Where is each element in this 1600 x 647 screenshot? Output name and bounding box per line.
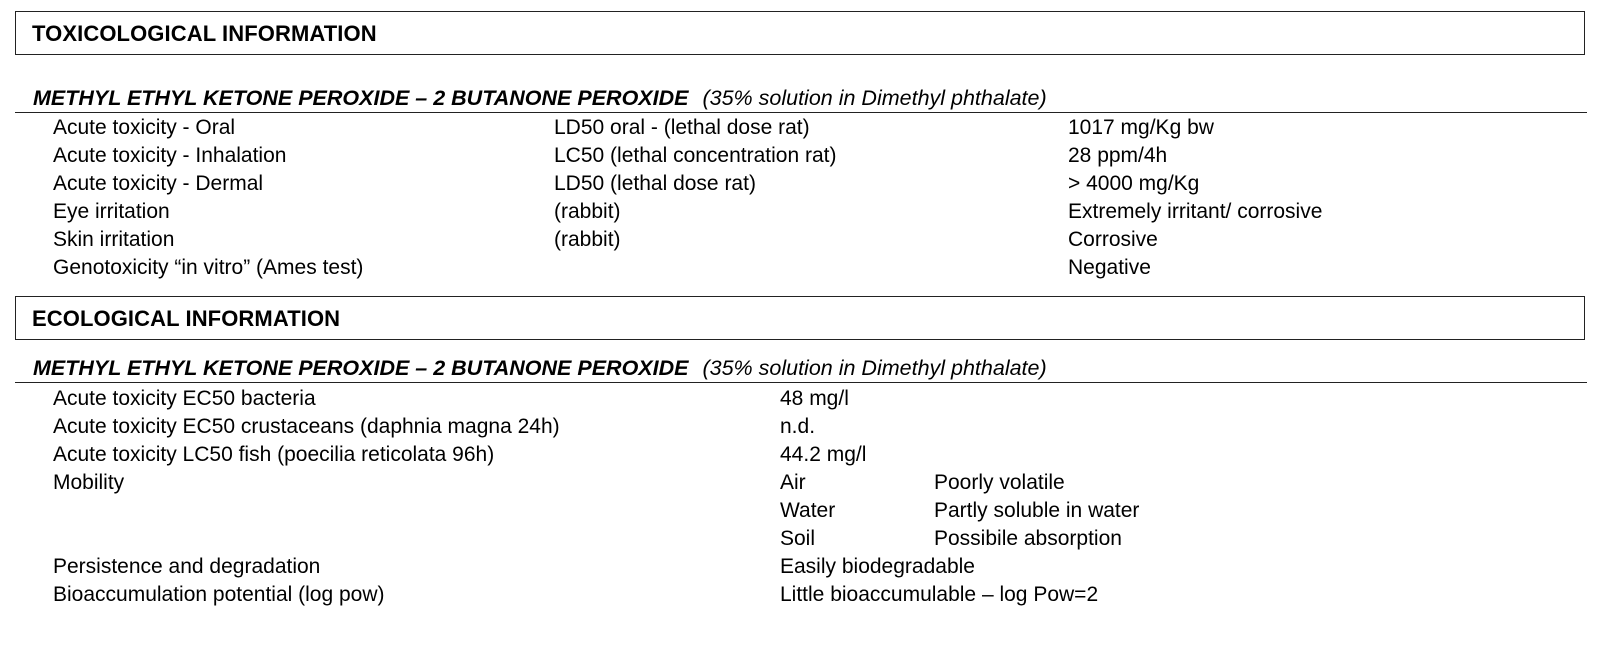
table-row	[0, 144, 1600, 172]
row-value: 28 ppm/4h	[1068, 144, 1168, 167]
row-detail: Poorly volatile	[934, 471, 1065, 494]
row-label: Persistence and degradation	[53, 555, 321, 578]
row-value: 44.2 mg/l	[780, 443, 867, 466]
row-label: Skin irritation	[53, 228, 175, 251]
row-value: Soil	[780, 527, 816, 550]
toxicological-header-box	[15, 11, 1585, 55]
row-value: n.d.	[780, 415, 816, 438]
row-test: (rabbit)	[554, 228, 621, 251]
table-row	[0, 499, 1600, 527]
row-value: 48 mg/l	[780, 387, 849, 410]
ecological-substance-heading	[33, 356, 1047, 381]
row-label: Acute toxicity EC50 bacteria	[53, 387, 316, 410]
row-value: > 4000 mg/Kg	[1068, 172, 1200, 195]
ecological-substance-note: (35% solution in Dimethyl phthalate)	[702, 356, 1047, 380]
row-label: Genotoxicity “in vitro” (Ames test)	[53, 256, 364, 279]
table-row	[0, 200, 1600, 228]
row-test: LD50 (lethal dose rat)	[554, 172, 756, 195]
ecological-substance-name: METHYL ETHYL KETONE PEROXIDE – 2 BUTANONE PEROXIDE	[33, 356, 689, 380]
row-label: Acute toxicity EC50 crustaceans (daphnia magna 24h)	[53, 415, 560, 438]
row-value: Easily biodegradable	[780, 555, 975, 578]
table-row	[0, 172, 1600, 200]
row-label: Mobility	[53, 471, 125, 494]
ecological-header: ECOLOGICAL INFORMATION	[32, 306, 341, 331]
row-test: LC50 (lethal concentration rat)	[554, 144, 837, 167]
row-value: 1017 mg/Kg bw	[1068, 116, 1214, 139]
toxicological-header: TOXICOLOGICAL INFORMATION	[32, 21, 377, 46]
row-value: Water	[780, 499, 836, 522]
table-row	[0, 583, 1600, 611]
toxicological-substance-note: (35% solution in Dimethyl phthalate)	[702, 86, 1047, 110]
row-label: Acute toxicity LC50 fish (poecilia reticolata 96h)	[53, 443, 495, 466]
row-value: Air	[780, 471, 806, 494]
row-detail: Partly soluble in water	[934, 499, 1140, 522]
table-row	[0, 527, 1600, 555]
ecological-header-box	[15, 296, 1585, 340]
table-row	[0, 387, 1600, 415]
row-test: LD50 oral - (lethal dose rat)	[554, 116, 810, 139]
table-row	[0, 471, 1600, 499]
row-detail: Possibile absorption	[934, 527, 1122, 550]
row-label: Eye irritation	[53, 200, 170, 223]
row-value: Negative	[1068, 256, 1151, 279]
table-row	[0, 415, 1600, 443]
toxicological-divider	[15, 112, 1587, 113]
table-row	[0, 116, 1600, 144]
row-label: Acute toxicity - Dermal	[53, 172, 264, 195]
table-row	[0, 256, 1600, 284]
toxicological-substance-name: METHYL ETHYL KETONE PEROXIDE – 2 BUTANONE PEROXIDE	[33, 86, 689, 110]
table-row	[0, 555, 1600, 583]
row-value: Corrosive	[1068, 228, 1158, 251]
toxicological-substance-heading	[33, 86, 1047, 111]
row-label: Bioaccumulation potential (log pow)	[53, 583, 385, 606]
row-label: Acute toxicity - Inhalation	[53, 144, 287, 167]
ecological-divider	[15, 382, 1587, 383]
row-test: (rabbit)	[554, 200, 621, 223]
table-row	[0, 228, 1600, 256]
row-value: Extremely irritant/ corrosive	[1068, 200, 1323, 223]
row-label: Acute toxicity - Oral	[53, 116, 236, 139]
row-value: Little bioaccumulable – log Pow=2	[780, 583, 1099, 606]
table-row	[0, 443, 1600, 471]
